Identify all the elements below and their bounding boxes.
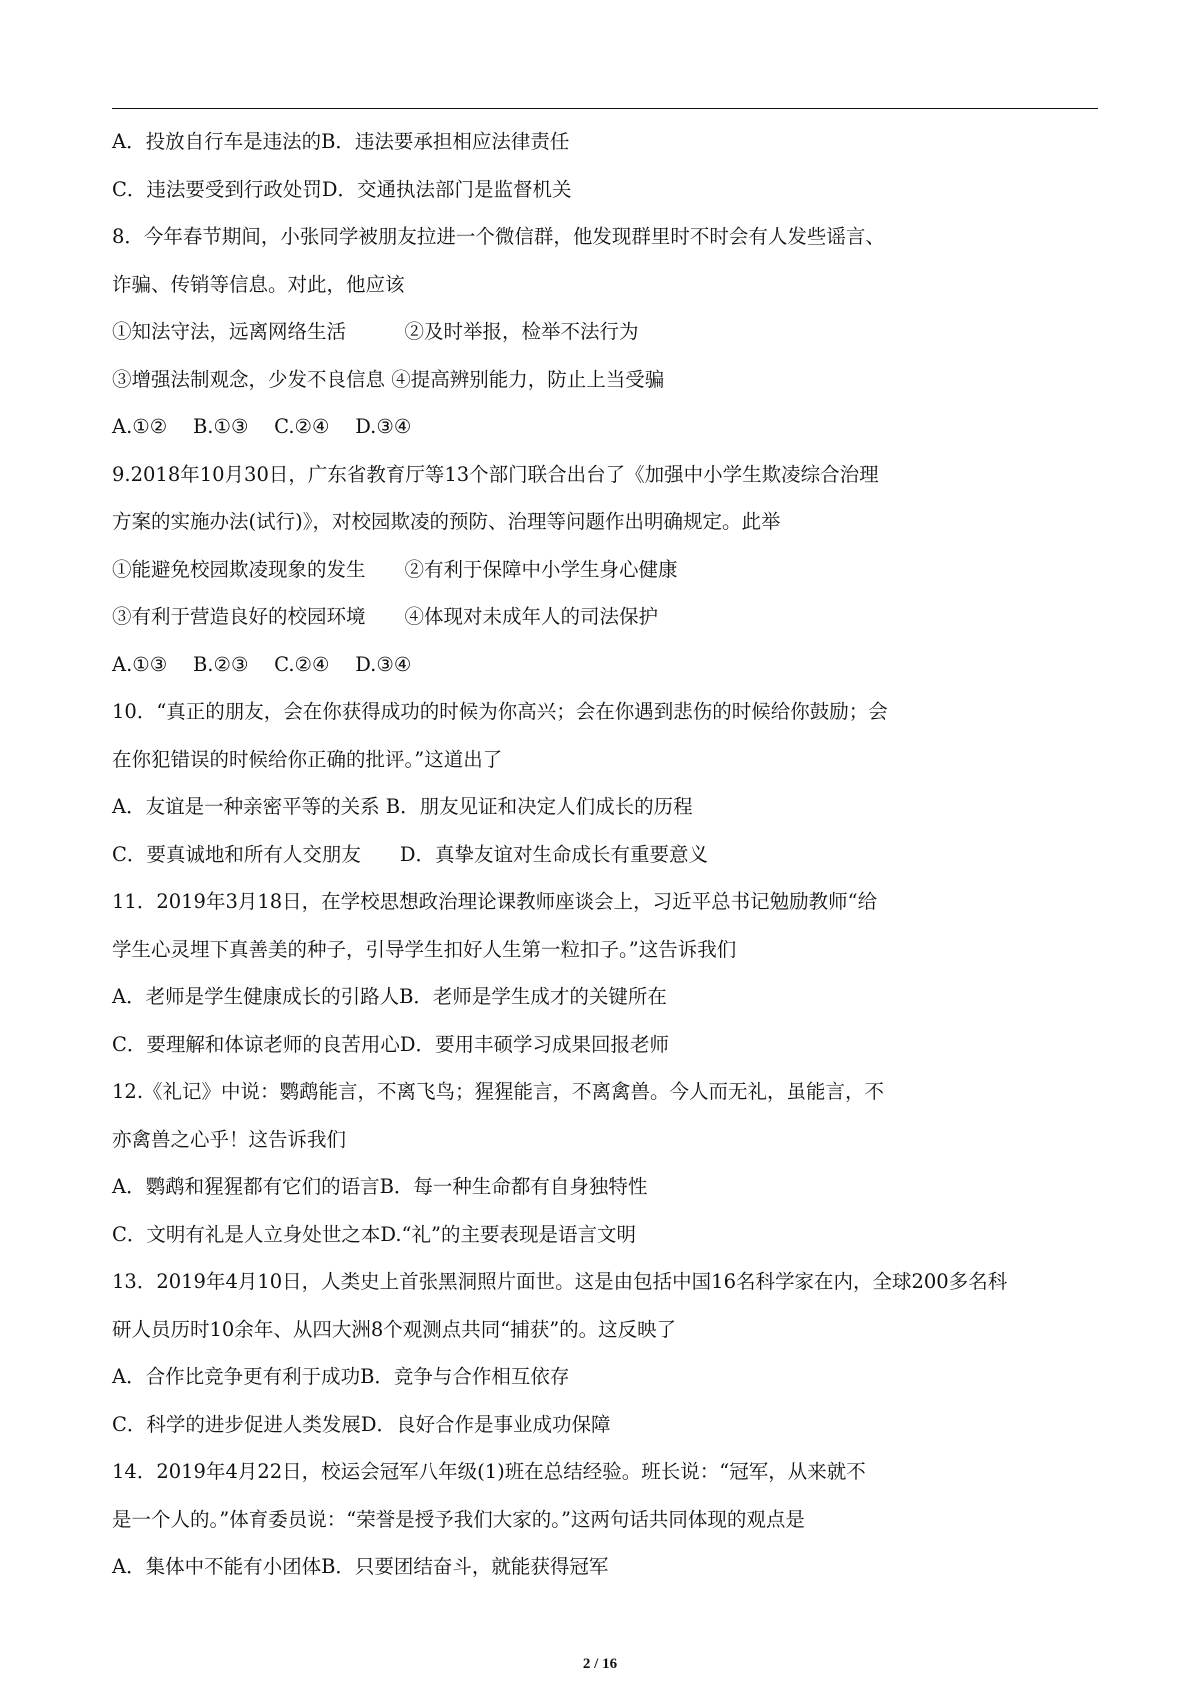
text-line: 是一个人的。”体育委员说：“荣誉是授予我们大家的。”这两句话共同体现的观点是 — [112, 1507, 805, 1531]
text-line: 11．2019年3月18日，在学校思想政治理论课教师座谈会上，习近平总书记勉励教师“给 — [112, 890, 878, 913]
text-line: ①知法守法，远离网络生活 ②及时举报，检举不法行为 — [112, 320, 639, 343]
text-line: 研人员历时10余年、从四大洲8个观测点共同“捕获”的。这反映了 — [112, 1317, 677, 1341]
text-line: 14．2019年4月22日，校运会冠军八年级(1)班在总结经验。班长说：“冠军，从来就不 — [112, 1460, 866, 1483]
text-line: ①能避免校园欺凌现象的发生 ②有利于保障中小学生身心健康 — [112, 557, 678, 581]
text-line: ③有利于营造良好的校园环境 ④体现对未成年人的司法保护 — [112, 605, 659, 628]
text-line: 8．今年春节期间，小张同学被朋友拉进一个微信群，他发现群里时不时会有人发些谣言、 — [112, 225, 885, 248]
text-line: 9.2018年10月30日，广东省教育厅等13个部门联合出台了《加强中小学生欺凌综合治理 — [112, 462, 879, 486]
text-line: C．违法要受到行政处罚D．交通执法部门是监督机关 — [112, 177, 572, 201]
text-line: 12.《礼记》中说：鹦鹉能言，不离飞鸟；猩猩能言，不离禽兽。今人而无礼，虽能言，不 — [112, 1080, 885, 1103]
text-line: 学生心灵埋下真善美的种子，引导学生扣好人生第一粒扣子。”这告诉我们 — [112, 937, 737, 961]
text-line: C．文明有礼是人立身处世之本D.“礼”的主要表现是语言文明 — [112, 1222, 636, 1246]
text-line: A.①③ B.②③ C.②④ D.③④ — [112, 652, 412, 676]
text-line: A．老师是学生健康成长的引路人B．老师是学生成才的关键所在 — [112, 985, 667, 1008]
text-line: C．科学的进步促进人类发展D．良好合作是事业成功保障 — [112, 1412, 611, 1436]
text-line: 方案的实施办法(试行)》，对校园欺凌的预防、治理等问题作出明确规定。此举 — [112, 510, 781, 533]
text-line: A.①② B.①③ C.②④ D.③④ — [112, 415, 412, 438]
page-number: 2 / 16 — [582, 1656, 618, 1672]
text-line: A．友谊是一种亲密平等的关系 B．朋友见证和决定人们成长的历程 — [112, 795, 693, 818]
text-line: 诈骗、传销等信息。对此，他应该 — [112, 272, 405, 296]
text-line: A．合作比竞争更有利于成功B．竞争与合作相互依存 — [112, 1365, 570, 1388]
text-line: 亦禽兽之心乎！这告诉我们 — [112, 1127, 347, 1151]
text-line: ③增强法制观念，少发不良信息 ④提高辨别能力，防止上当受骗 — [112, 367, 665, 391]
text-line: C．要理解和体谅老师的良苦用心D．要用丰硕学习成果回报老师 — [112, 1032, 670, 1056]
page-content — [112, 118, 1102, 1591]
text-line: 13．2019年4月10日，人类史上首张黑洞照片面世。这是由包括中国16名科学家在内，全球200多名科 — [112, 1270, 1008, 1293]
text-line: 在你犯错误的时候给你正确的批评。”这道出了 — [112, 747, 503, 771]
text-line: A．鹦鹉和猩猩都有它们的语言B．每一种生命都有自身独特性 — [112, 1175, 648, 1198]
text-line: A．投放自行车是违法的B．违法要承担相应法律责任 — [112, 130, 570, 153]
text-line: A．集体中不能有小团体B．只要团结奋斗，就能获得冠军 — [112, 1555, 609, 1578]
text-line: 10．“真正的朋友，会在你获得成功的时候为你高兴；会在你遇到悲伤的时候给你鼓励；会 — [112, 700, 888, 723]
header-rule — [112, 108, 1098, 109]
text-line: C．要真诚地和所有人交朋友 D．真挚友谊对生命成长有重要意义 — [112, 842, 709, 866]
